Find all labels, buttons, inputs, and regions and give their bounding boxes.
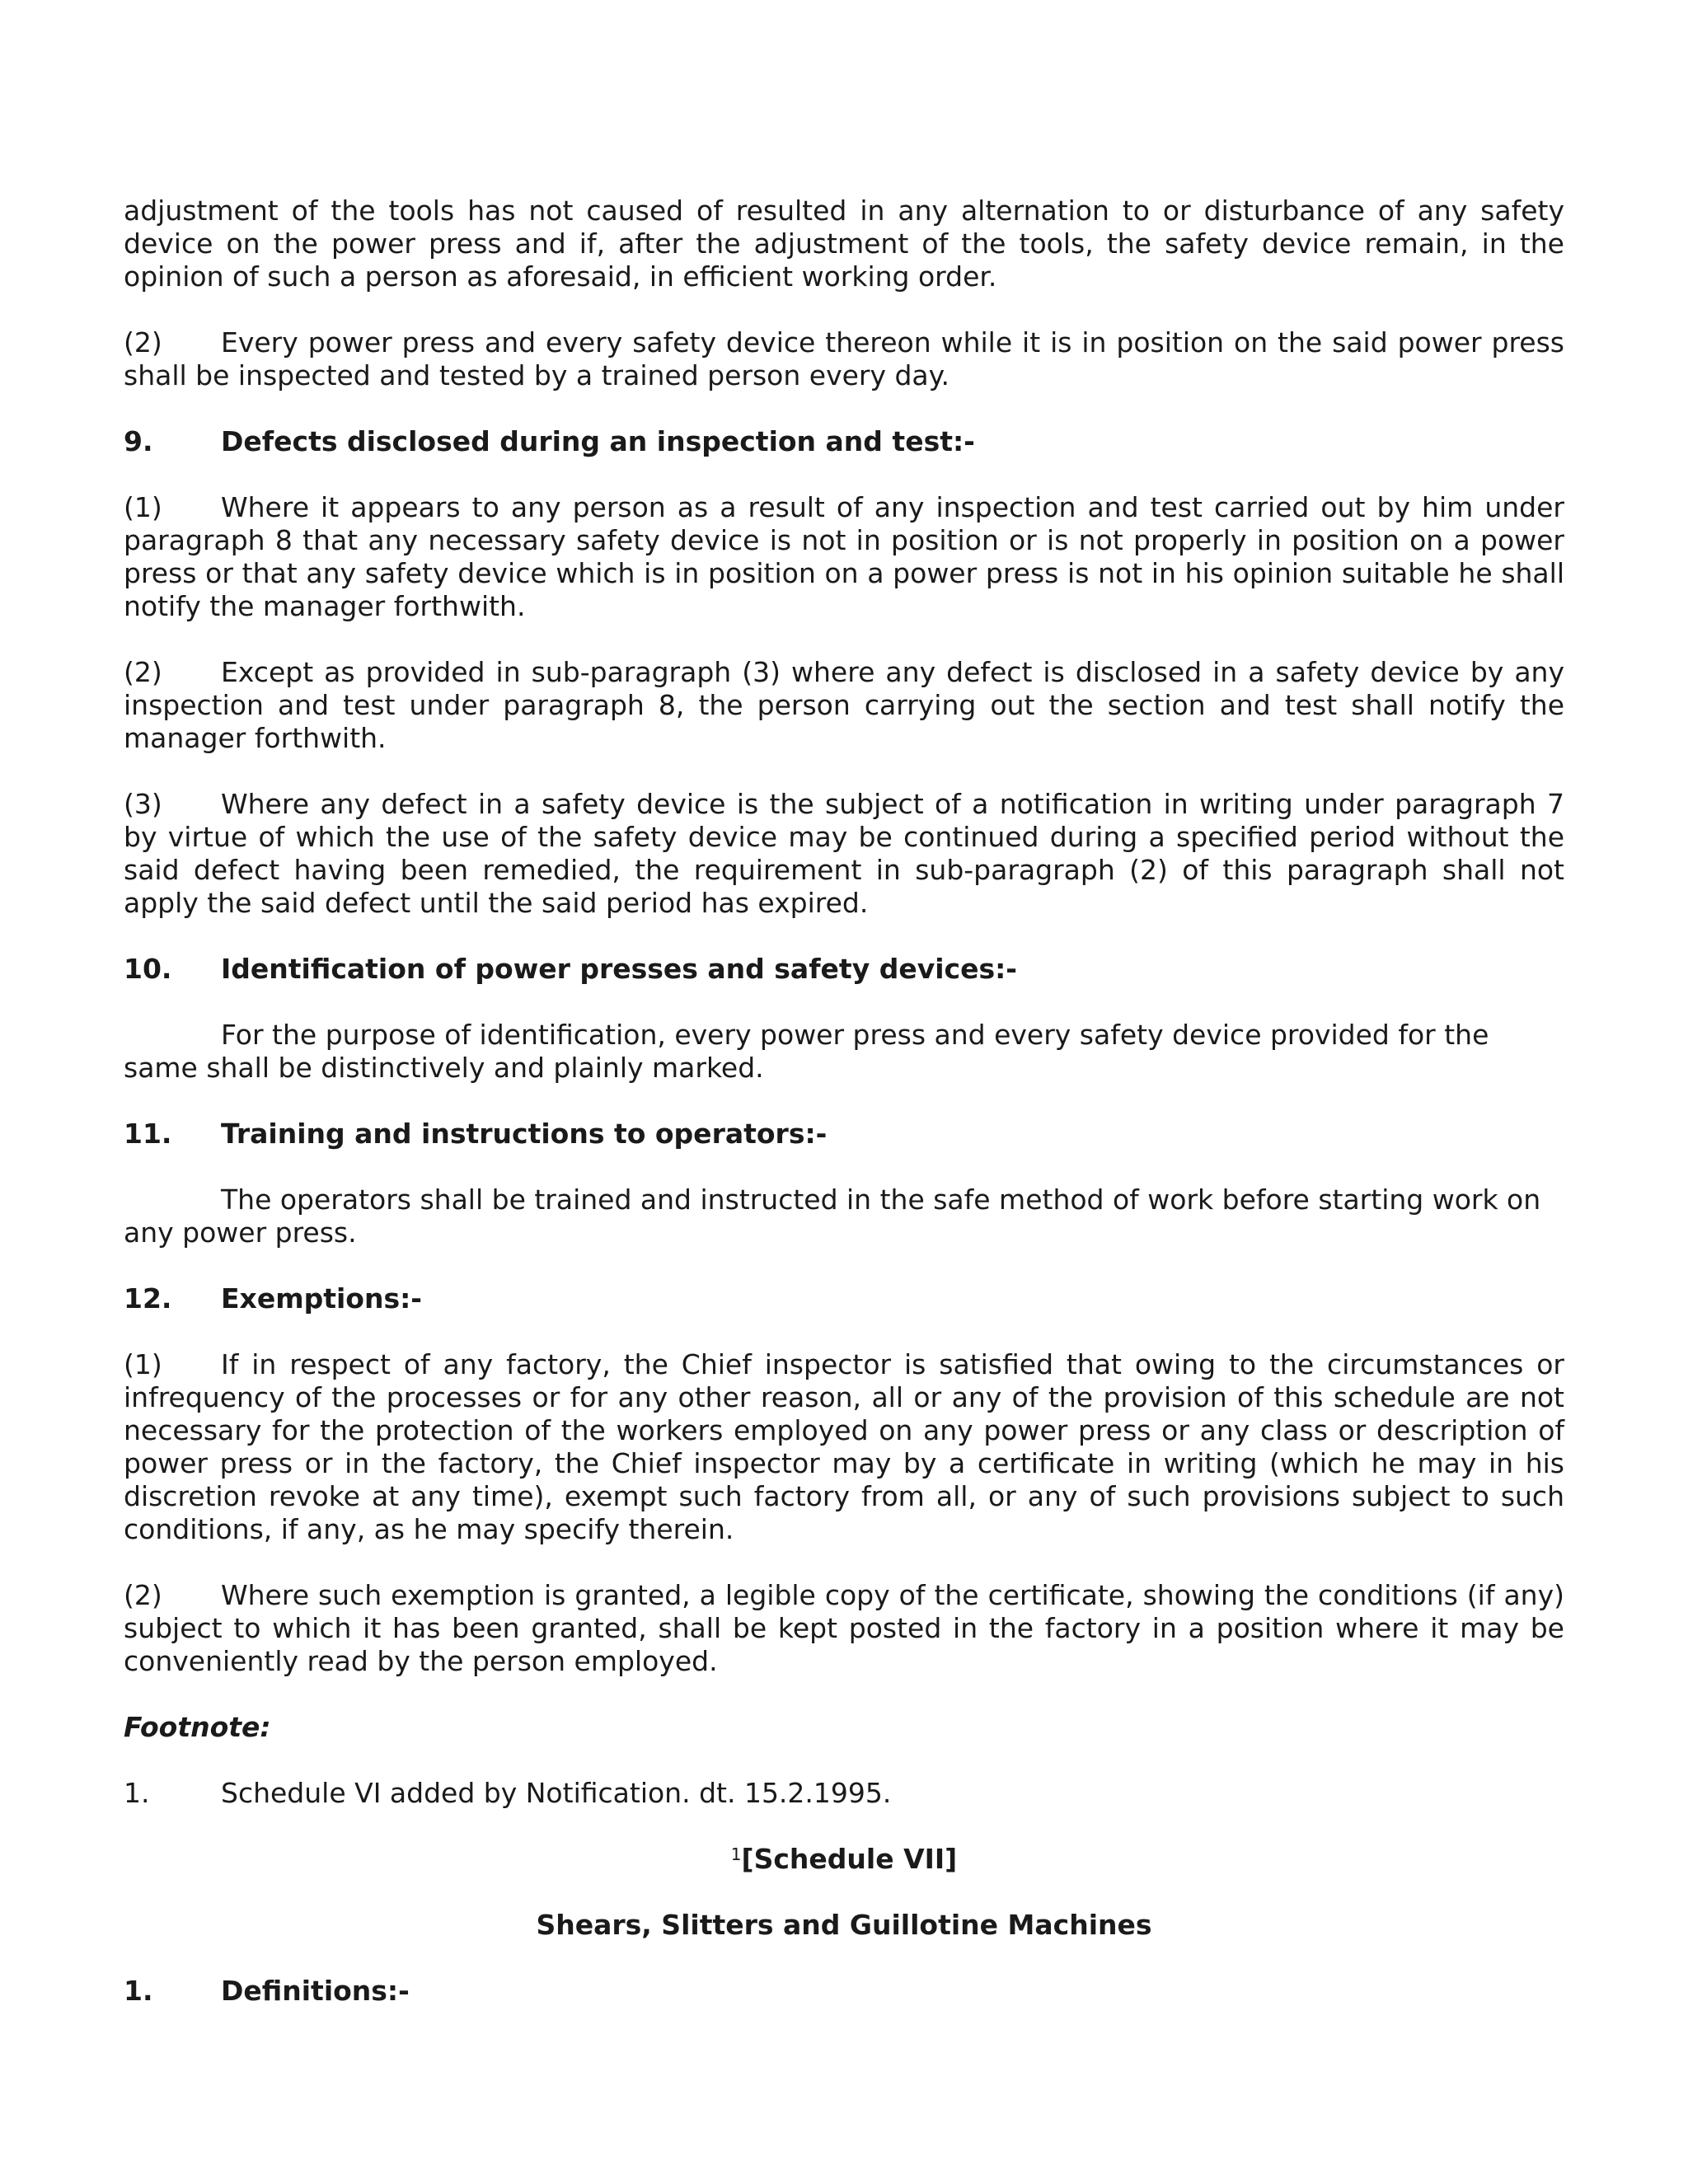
paragraph-text: Every power press and every safety device thereon while it is in position on the said power press shall be inspected and tested by a trained person every day. <box>124 326 1564 391</box>
section-title: Training and instructions to operators:- <box>221 1118 828 1150</box>
section-11-text: The operators shall be trained and instructed in the safe method of work before starting work on any power press. <box>124 1183 1541 1249</box>
paragraph-text: Where such exemption is granted, a legible copy of the certificate, showing the conditions (if any) subject to which it has been granted, shall be kept posted in the factory in a position where it may be conveniently read by the person employed. <box>124 1579 1564 1677</box>
section-number: 10. <box>124 953 172 985</box>
section-number: 1. <box>124 1975 153 2007</box>
paragraph-text: Where any defect in a safety device is the subject of a notification in writing under paragraph 7 by virtue of which the use of the safety device may be continued during a specified period without the said defect having been remedied, the requirement in sub-paragraph (2) of this paragraph shall not apply the said defect until the said period has expired. <box>124 788 1564 919</box>
schedule-title-text: [Schedule VII] <box>741 1843 958 1875</box>
paragraph-9-1 <box>124 491 1564 623</box>
paragraph-12-1 <box>124 1348 1564 1546</box>
continuation-paragraph: adjustment of the tools has not caused of resulted in any alternation to or disturbance of any safety device on the power press and if, after the adjustment of the tools, the safety device remain, in the opinion of such a person as aforesaid, in efficient working order. <box>124 194 1564 293</box>
paragraph-text: If in respect of any factory, the Chief inspector is satisfied that owing to the circumstances or infrequency of the processes or for any other reason, all or any of the provision of this schedule are not necessary for the protection of the workers employed on any power press or any class or description of power press or in the factory, the Chief inspector may by a certificate in writing (which he may in his discretion revoke at any time), exempt such factory from all, or any of such provisions subject to such conditions, if any, as he may specify therein. <box>124 1348 1564 1545</box>
section-12-heading <box>124 1282 1564 1315</box>
section-11-heading <box>124 1118 1564 1151</box>
paragraph-number: (1) <box>124 491 162 523</box>
schedule-subtitle: Shears, Slitters and Guillotine Machines <box>536 1909 1152 1941</box>
document-page <box>124 194 1564 2041</box>
section-number: 12. <box>124 1282 172 1315</box>
schedule-title <box>124 1843 1564 1876</box>
footnote-item <box>124 1777 1564 1810</box>
section-9-heading <box>124 425 1564 458</box>
paragraph-number: (2) <box>124 656 162 688</box>
footnote-text: Schedule VI added by Notification. dt. 15.2.1995. <box>221 1777 892 1809</box>
section-title: Defects disclosed during an inspection and test:- <box>221 425 975 457</box>
paragraph-text: Except as provided in sub-paragraph (3) where any defect is disclosed in a safety device by any inspection and test under paragraph 8, the person carrying out the section and test shall notify the manager forthwith. <box>124 656 1564 754</box>
paragraph-9-2 <box>124 656 1564 755</box>
footnote-number: 1. <box>124 1777 150 1809</box>
definitions-heading <box>124 1975 1564 2008</box>
footnote-reference: 1 <box>730 1844 742 1864</box>
section-title: Exemptions:- <box>221 1282 423 1315</box>
paragraph-9-3 <box>124 788 1564 920</box>
section-number: 11. <box>124 1118 172 1150</box>
section-number: 9. <box>124 425 153 457</box>
section-title: Definitions:- <box>221 1975 410 2007</box>
section-10-heading <box>124 953 1564 986</box>
paragraph-text: Where it appears to any person as a result of any inspection and test carried out by him under paragraph 8 that any necessary safety device is not in position or is not properly in position on a power press or that any safety device which is in position on a power press is not in his opinion suitable he shall notify the manager forthwith. <box>124 491 1564 622</box>
paragraph-8-2 <box>124 326 1564 392</box>
paragraph-number: (3) <box>124 788 162 820</box>
paragraph-number: (2) <box>124 1579 162 1611</box>
paragraph-12-2 <box>124 1579 1564 1678</box>
paragraph-number: (1) <box>124 1348 162 1380</box>
paragraph-number: (2) <box>124 326 162 359</box>
section-10-text: For the purpose of identification, every power press and every safety device provided for the same shall be distinctively and plainly marked. <box>124 1019 1489 1084</box>
footnote-heading: Footnote: <box>124 1711 271 1743</box>
section-title: Identification of power presses and safety devices:- <box>221 953 1018 985</box>
